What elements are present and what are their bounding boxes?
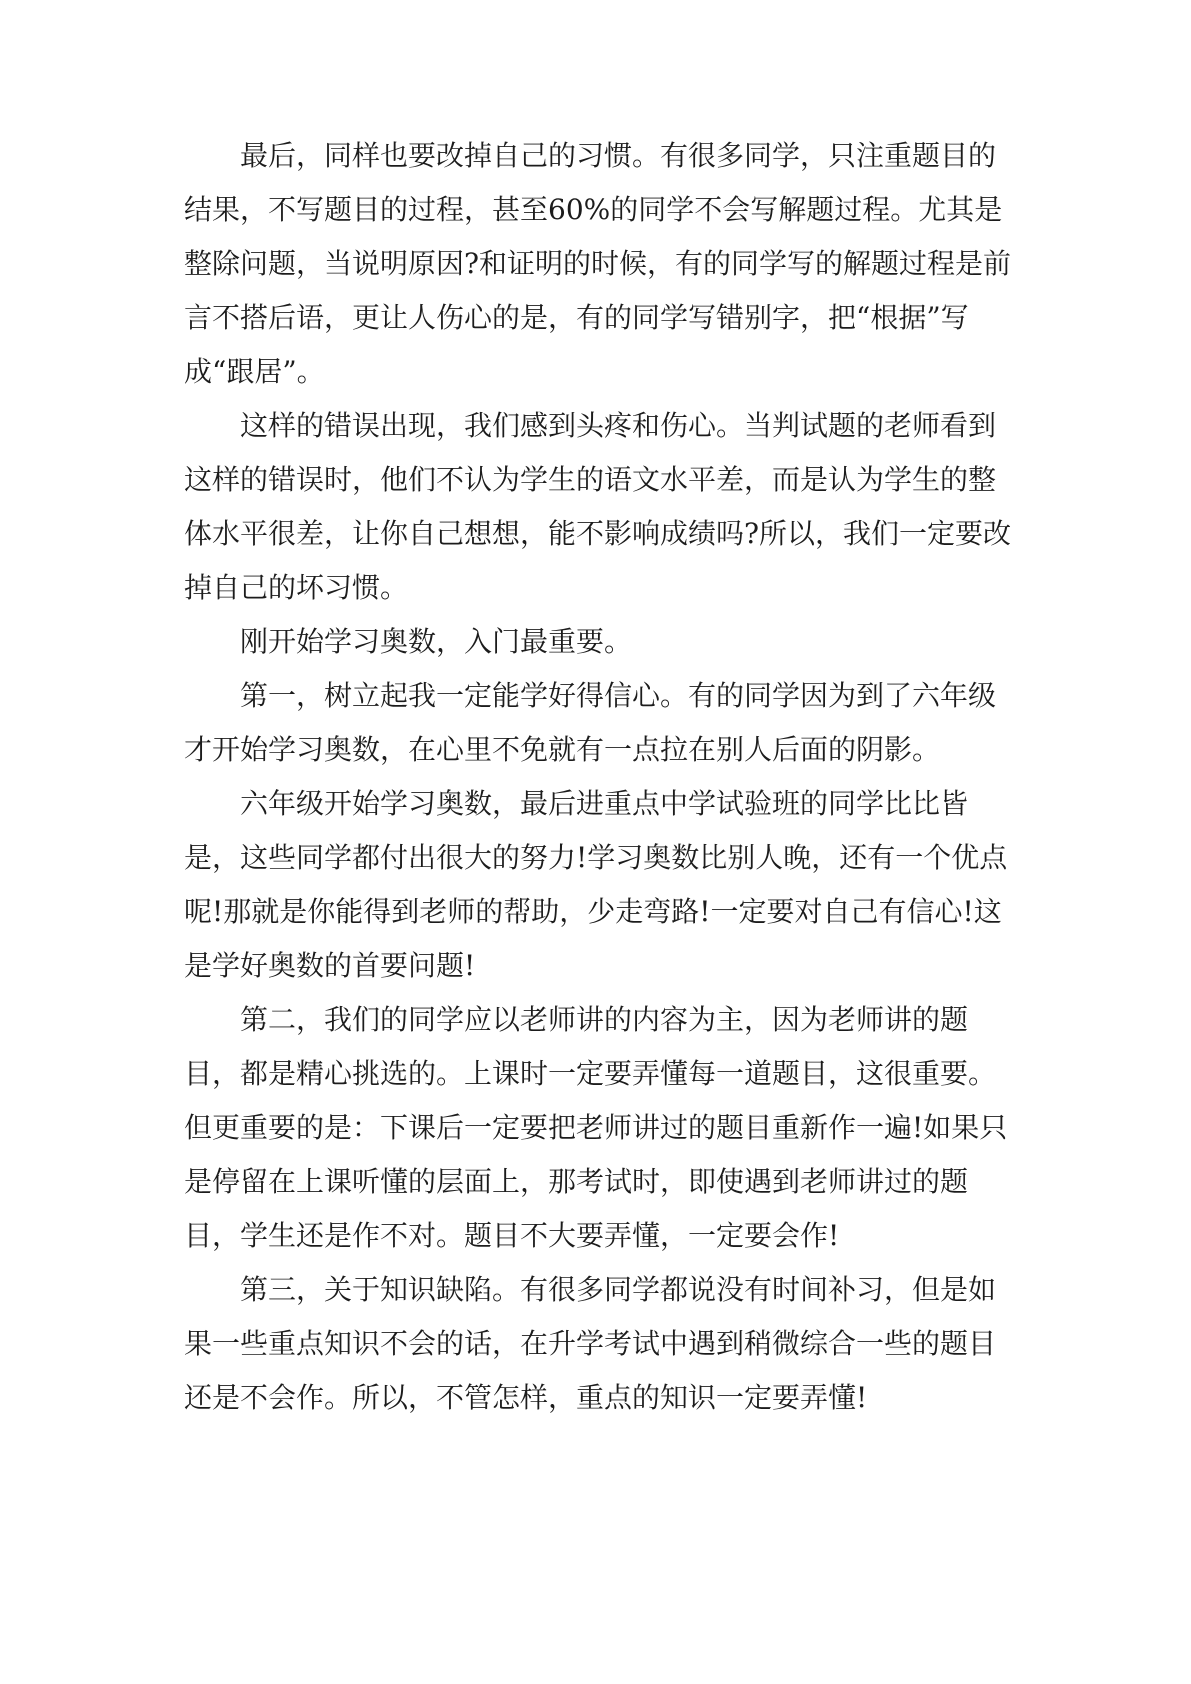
paragraph-5-line-2: 是，这些同学都付出很大的努力!学习奥数比别人晚，还有一个优点 — [184, 841, 1008, 874]
paragraph-2-line-3: 体水平很差，让你自己想想，能不影响成绩吗?所以，我们一定要改 — [184, 517, 1012, 550]
paragraph-4-line-2: 才开始学习奥数，在心里不免就有一点拉在别人后面的阴影。 — [184, 733, 941, 766]
paragraph-1-line-1: 最后，同样也要改掉自己的习惯。有很多同学，只注重题目的 — [240, 139, 997, 172]
paragraph-7-line-1: 第三，关于知识缺陷。有很多同学都说没有时间补习，但是如 — [240, 1273, 997, 1306]
paragraph-6-line-2: 目，都是精心挑选的。上课时一定要弄懂每一道题目，这很重要。 — [184, 1057, 997, 1090]
paragraph-4-line-1: 第一，树立起我一定能学好得信心。有的同学因为到了六年级 — [240, 679, 997, 712]
paragraph-6-line-4: 是停留在上课听懂的层面上，那考试时，即使遇到老师讲过的题 — [184, 1165, 969, 1198]
paragraph-3-line-1: 刚开始学习奥数，入门最重要。 — [240, 625, 633, 658]
paragraph-2-line-1: 这样的错误出现，我们感到头疼和伤心。当判试题的老师看到 — [240, 409, 997, 442]
paragraph-5-line-3: 呢!那就是你能得到老师的帮助，少走弯路!一定要对自己有信心!这 — [184, 895, 1002, 928]
paragraph-7-line-2: 果一些重点知识不会的话，在升学考试中遇到稍微综合一些的题目 — [184, 1327, 997, 1360]
paragraph-2-line-4: 掉自己的坏习惯。 — [184, 571, 409, 604]
paragraph-6-line-1: 第二，我们的同学应以老师讲的内容为主，因为老师讲的题 — [240, 1003, 969, 1036]
paragraph-1-line-4: 言不搭后语，更让人伤心的是，有的同学写错别字，把“根据”写 — [184, 301, 969, 334]
paragraph-7-line-3: 还是不会作。所以，不管怎样，重点的知识一定要弄懂! — [184, 1381, 868, 1414]
paragraph-5-line-1: 六年级开始学习奥数，最后进重点中学试验班的同学比比皆 — [240, 787, 969, 820]
paragraph-1-line-5: 成“跟居”。 — [184, 355, 325, 388]
paragraph-2-line-2: 这样的错误时，他们不认为学生的语文水平差，而是认为学生的整 — [184, 463, 997, 496]
paragraph-5-line-4: 是学好奥数的首要问题! — [184, 949, 476, 982]
document-body — [184, 129, 1014, 1425]
paragraph-6-line-3: 但更重要的是：下课后一定要把老师讲过的题目重新作一遍!如果只 — [184, 1111, 1008, 1144]
paragraph-1-line-3: 整除问题，当说明原因?和证明的时候，有的同学写的解题过程是前 — [184, 247, 1012, 280]
paragraph-6-line-5: 目，学生还是作不对。题目不大要弄懂，一定要会作! — [184, 1219, 840, 1252]
paragraph-1-line-2: 结果，不写题目的过程，甚至60%的同学不会写解题过程。尤其是 — [184, 193, 1003, 226]
